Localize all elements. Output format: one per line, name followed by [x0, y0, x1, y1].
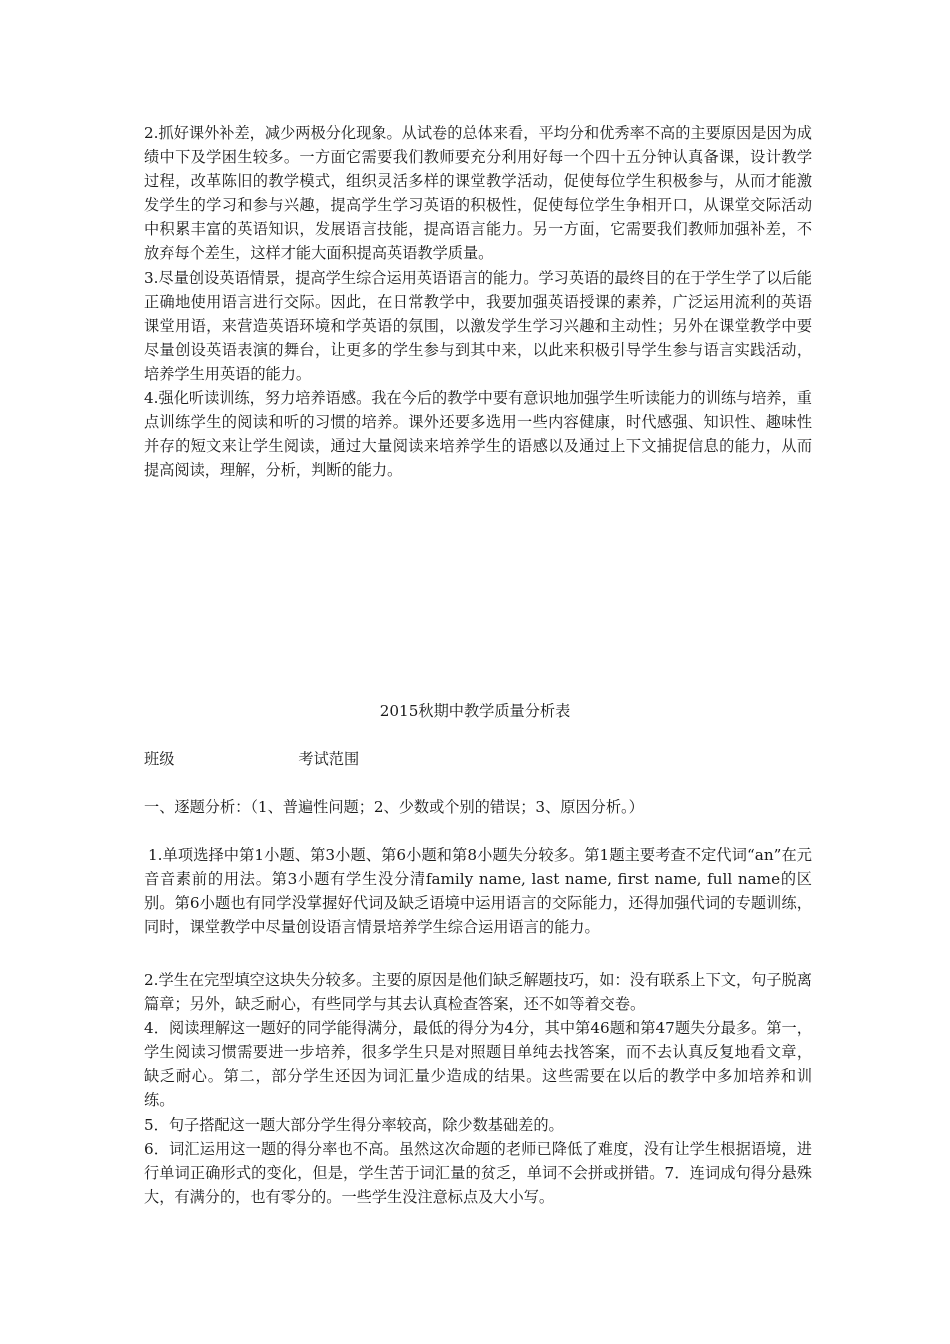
item-analysis-rest: [144, 968, 812, 1209]
measure-paragraph-3: 3.尽量创设英语情景，提高学生综合运用英语语言的能力。学习英语的最终目的在于学生学了以后能正确地使用语言进行交际。因此，在日常教学中，我要加强英语授课的素养，广泛运用流利的英语课堂用语，来营造英语环境和学英语的氛围，以激发学生学习兴趣和主动性；另外在课堂教学中要尽量创设英语表演的舞台，让更多的学生参与到其中来，以此来积极引导学生参与语言实践活动，培养学生用英语的能力。: [144, 268, 812, 383]
measure-paragraph-2: 2.抓好课外补差，减少两极分化现象。从试卷的总体来看，平均分和优秀率不高的主要原因是因为成绩中下及学困生较多。一方面它需要我们教师要充分利用好每一个四十五分钟认真备课，设计教学过程，改革陈旧的教学模式，组织灵活多样的课堂教学活动，促使每位学生积极参与，从而才能激发学生的学习和参与兴趣，提高学生学习英语的积极性，促使每位学生争相开口，从课堂交际活动中积累丰富的英语知识，发展语言技能，提高语言能力。另一方面，它需要我们教师加强补差，不放弃每个差生，这样才能大面积提高英语教学质量。: [144, 124, 812, 263]
form-title: 2015秋期中教学质量分析表: [379, 702, 571, 720]
class-label: 班级: [144, 750, 175, 768]
item-2-paragraph: 2.学生在完型填空这块失分较多。主要的原因是他们缺乏解题技巧，如：没有联系上下文，句子脱离篇章；另外，缺乏耐心，有些同学与其去认真检查答案，还不如等着交卷。: [144, 971, 812, 1014]
class-scope-line: [144, 747, 812, 771]
item-5-paragraph: 5．句子搭配这一题大部分学生得分率较高，除少数基础差的。: [144, 1115, 564, 1134]
item-1-paragraph: 1.单项选择中第1小题、第3小题、第6小题和第8小题失分较多。第1题主要考查不定代词“an”在元音音素前的用法。第3小题有学生没分清family name, last name, first name, full name的区别。第6小题也有同学没掌握好代词及缺乏语境中运用语言的交际能力，还得加强代词的专题训练，同时，课堂教学中尽量创设语言情景培养学生综合运用语言的能力。: [144, 846, 812, 937]
analysis-heading: 一、逐题分析：（1、普遍性问题；2、少数或个别的错误；3、原因分析。）: [144, 798, 644, 816]
scope-label: 考试范围: [298, 750, 360, 768]
item-4-paragraph: 4．阅读理解这一题好的同学能得满分，最低的得分为4分，其中第46题和第47题失分最多。第一，学生阅读习惯需要进一步培养，很多学生只是对照题目单纯去找答案，而不去认真反复地看文章，缺乏耐心。第二，部分学生还因为词汇量少造成的结果。这些需要在以后的教学中多加培养和训练。: [144, 1019, 812, 1110]
measure-paragraph-4: 4.强化听读训练，努力培养语感。我在今后的教学中要有意识地加强学生听读能力的训练与培养，重点训练学生的阅读和听的习惯的培养。课外还要多选用一些内容健康，时代感强、知识性、趣味性并存的短文来让学生阅读，通过大量阅读来培养学生的语感以及通过上下文捕捉信息的能力，从而提高阅读，理解，分析，判断的能力。: [144, 389, 812, 480]
item-6-paragraph: 6．词汇运用这一题的得分率也不高。虽然这次命题的老师已降低了难度，没有让学生根据语境，进行单词正确形式的变化，但是，学生苦于词汇量的贫乏，单词不会拼或拼错。7．连词成句得分悬殊大，有满分的，也有零分的。一些学生没注意标点及大小写。: [144, 1139, 812, 1206]
item-analysis-1: [144, 843, 812, 939]
improvement-measures-section: [144, 121, 812, 482]
